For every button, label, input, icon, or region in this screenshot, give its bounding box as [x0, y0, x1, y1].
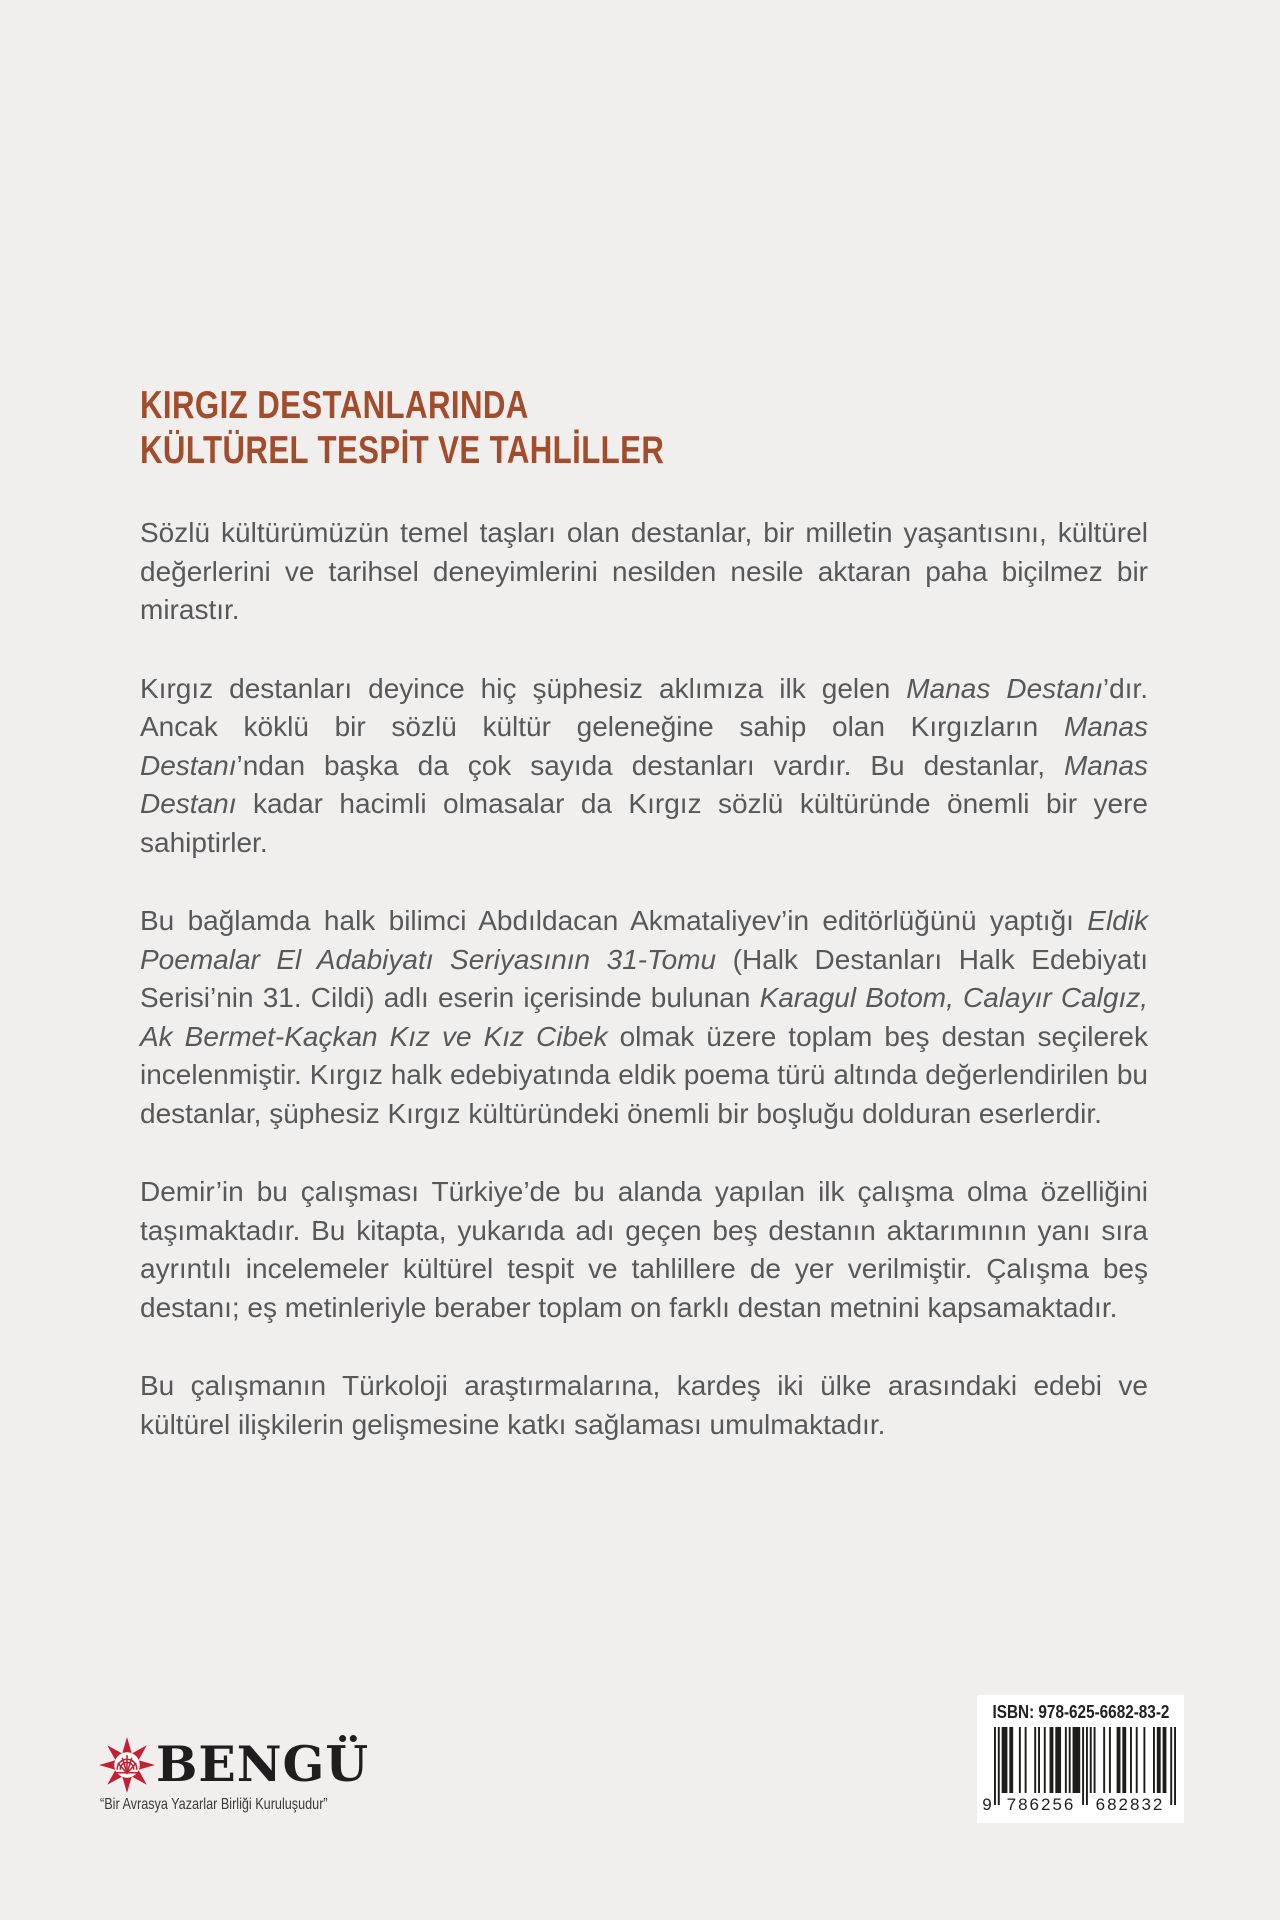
synopsis-paragraph-1: Sözlü kültürümüzün temel taşları olan destanlar, bir milletin yaşantısını, kültürel değerlerini ve tarihsel deneyimlerini nesilden nesile aktaran paha biçilmez bir mirastır.	[140, 517, 1148, 625]
synopsis-paragraph-2: Kırgız destanları deyince hiç şüphesiz aklımıza ilk gelen Manas Destanı’dır. Ancak köklü bir sözlü kültür geleneğine sahip olan Kırgızların Manas Destanı’ndan başka da çok sayıda destanları vardır. Bu destanlar, Manas Destanı kadar hacimli olmasalar da Kırgız sözlü kültüründe önemli bir yere sahiptirler.	[140, 672, 1148, 858]
tunduk-star-icon	[98, 1736, 156, 1794]
synopsis-text	[140, 514, 1148, 1484]
barcode-digits-right-group: 682832	[1095, 1795, 1165, 1814]
book-title	[140, 383, 860, 473]
barcode-digit-leading: 9	[982, 1795, 992, 1814]
isbn-barcode-panel	[977, 1695, 1184, 1823]
isbn-label: ISBN: 978-625-6682-83-2	[992, 1702, 1170, 1722]
synopsis-paragraph-3: Bu bağlamda halk bilimci Abdıldacan Akmataliyev’in editörlüğünü yaptığı Eldik Poemalar El Adabiyatı Seriyasının 31-Tomu (Halk Destanları Halk Edebiyatı Serisi’nin 31. Cildi) adlı eserin içerisinde bulunan Karagul Botom, Calayır Calgız, Ak Bermet-Kaçkan Kız ve Kız Cibek olmak üzere toplam beş destan seçilerek incelenmiştir. Kırgız halk edebiyatında eldik poema türü altında değerlendirilen bu destanlar, şüphesiz Kırgız kültüründeki önemli bir boşluğu dolduran eserlerdir.	[140, 905, 1149, 1129]
publisher-name: BENGÜ	[156, 1735, 370, 1793]
publisher-logo	[98, 1734, 518, 1824]
book-title-line-1: KIRGIZ DESTANLARINDA	[140, 384, 529, 427]
barcode-digits-left-group: 786256	[1006, 1795, 1076, 1814]
book-title-line-2: KÜLTÜREL TESPİT VE TAHLİLLER	[140, 429, 665, 472]
synopsis-paragraph-5: Bu çalışmanın Türkoloji araştırmalarına, kardeş iki ülke arasındaki edebi ve kültürel ilişkilerin gelişmesine katkı sağlaması umulmaktadır.	[140, 1370, 1148, 1440]
publisher-tagline: “Bir Avrasya Yazarlar Birliği Kuruluşudur”	[100, 1796, 328, 1813]
synopsis-paragraph-4: Demir’in bu çalışması Türkiye’de bu alanda yapılan ilk çalışma olma özelliğini taşımaktadır. Bu kitapta, yukarıda adı geçen beş destanın aktarımının yanı sıra ayrıntılı incelemeler kültürel tespit ve tahlillere de yer verilmiştir. Çalışma beş destanı; eş metinleriyle beraber toplam on farklı destan metnini kapsamaktadır.	[140, 1176, 1148, 1323]
